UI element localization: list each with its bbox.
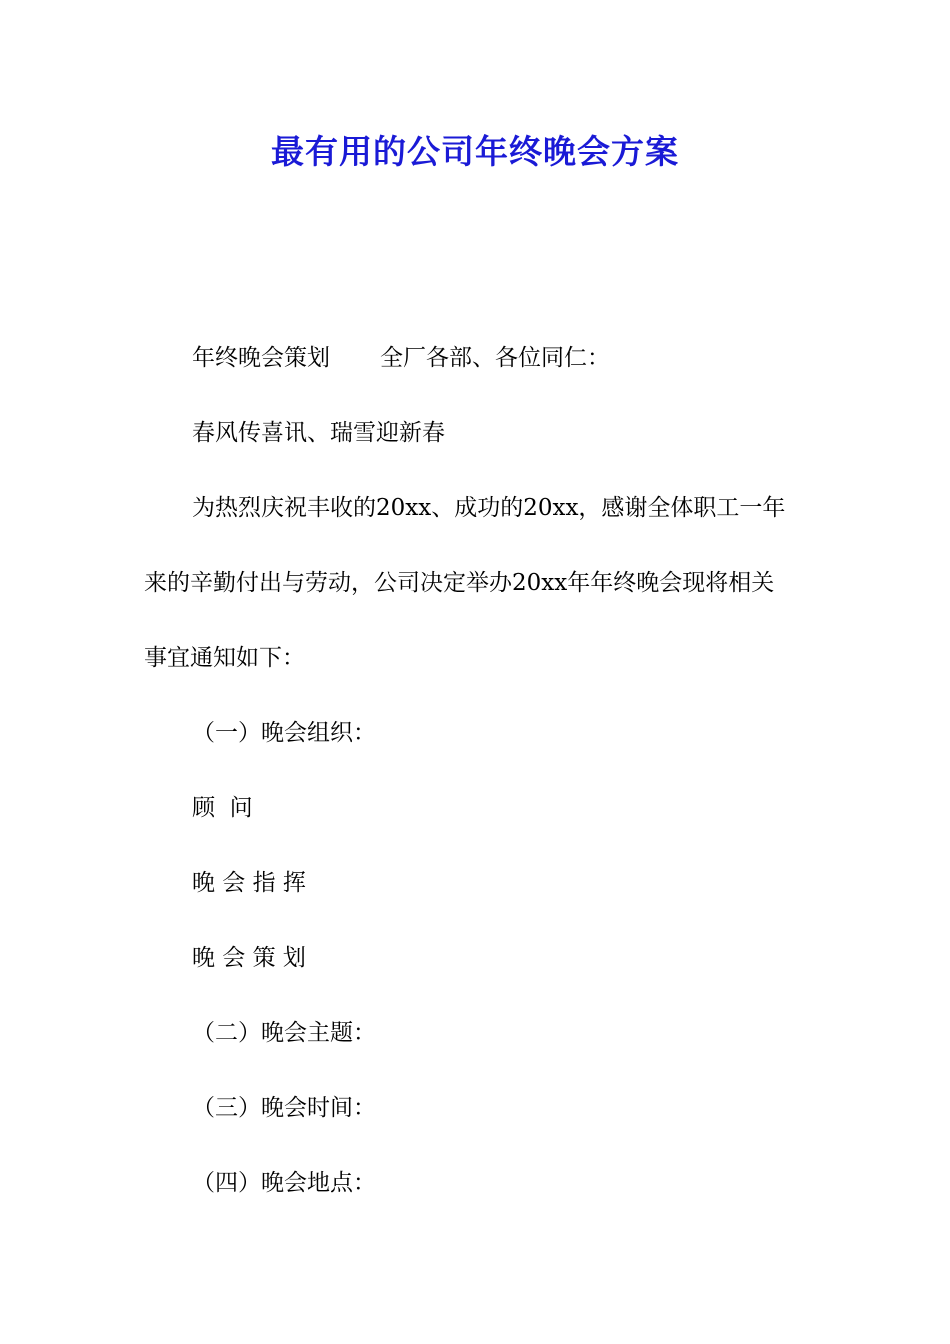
section-time: （三）晚会时间： bbox=[192, 1095, 376, 1121]
planning-heading-line bbox=[192, 342, 610, 374]
role-commander: 晚 会 指 挥 bbox=[192, 870, 306, 896]
role-planner: 晚 会 策 划 bbox=[192, 945, 306, 971]
body-text-line-1: 为热烈庆祝丰收的20xx、成功的20xx，感谢全体职工一年 bbox=[192, 495, 786, 521]
section-organization: （一）晚会组织： bbox=[192, 720, 376, 746]
document-title: 最有用的公司年终晚会方案 bbox=[271, 132, 679, 171]
section-location: （四）晚会地点： bbox=[192, 1170, 376, 1196]
slogan: 春风传喜讯、瑞雪迎新春 bbox=[192, 420, 445, 446]
planning-heading: 年终晚会策划 bbox=[192, 345, 330, 371]
role-advisor: 顾 问 bbox=[192, 795, 253, 821]
body-text-line-2: 来的辛勤付出与劳动，公司决定举办20xx年年终晚会现将相关 bbox=[144, 570, 775, 596]
body-text-line-3: 事宜通知如下： bbox=[144, 645, 305, 671]
section-theme: （二）晚会主题： bbox=[192, 1020, 376, 1046]
salutation: 全厂各部、各位同仁： bbox=[380, 345, 610, 371]
